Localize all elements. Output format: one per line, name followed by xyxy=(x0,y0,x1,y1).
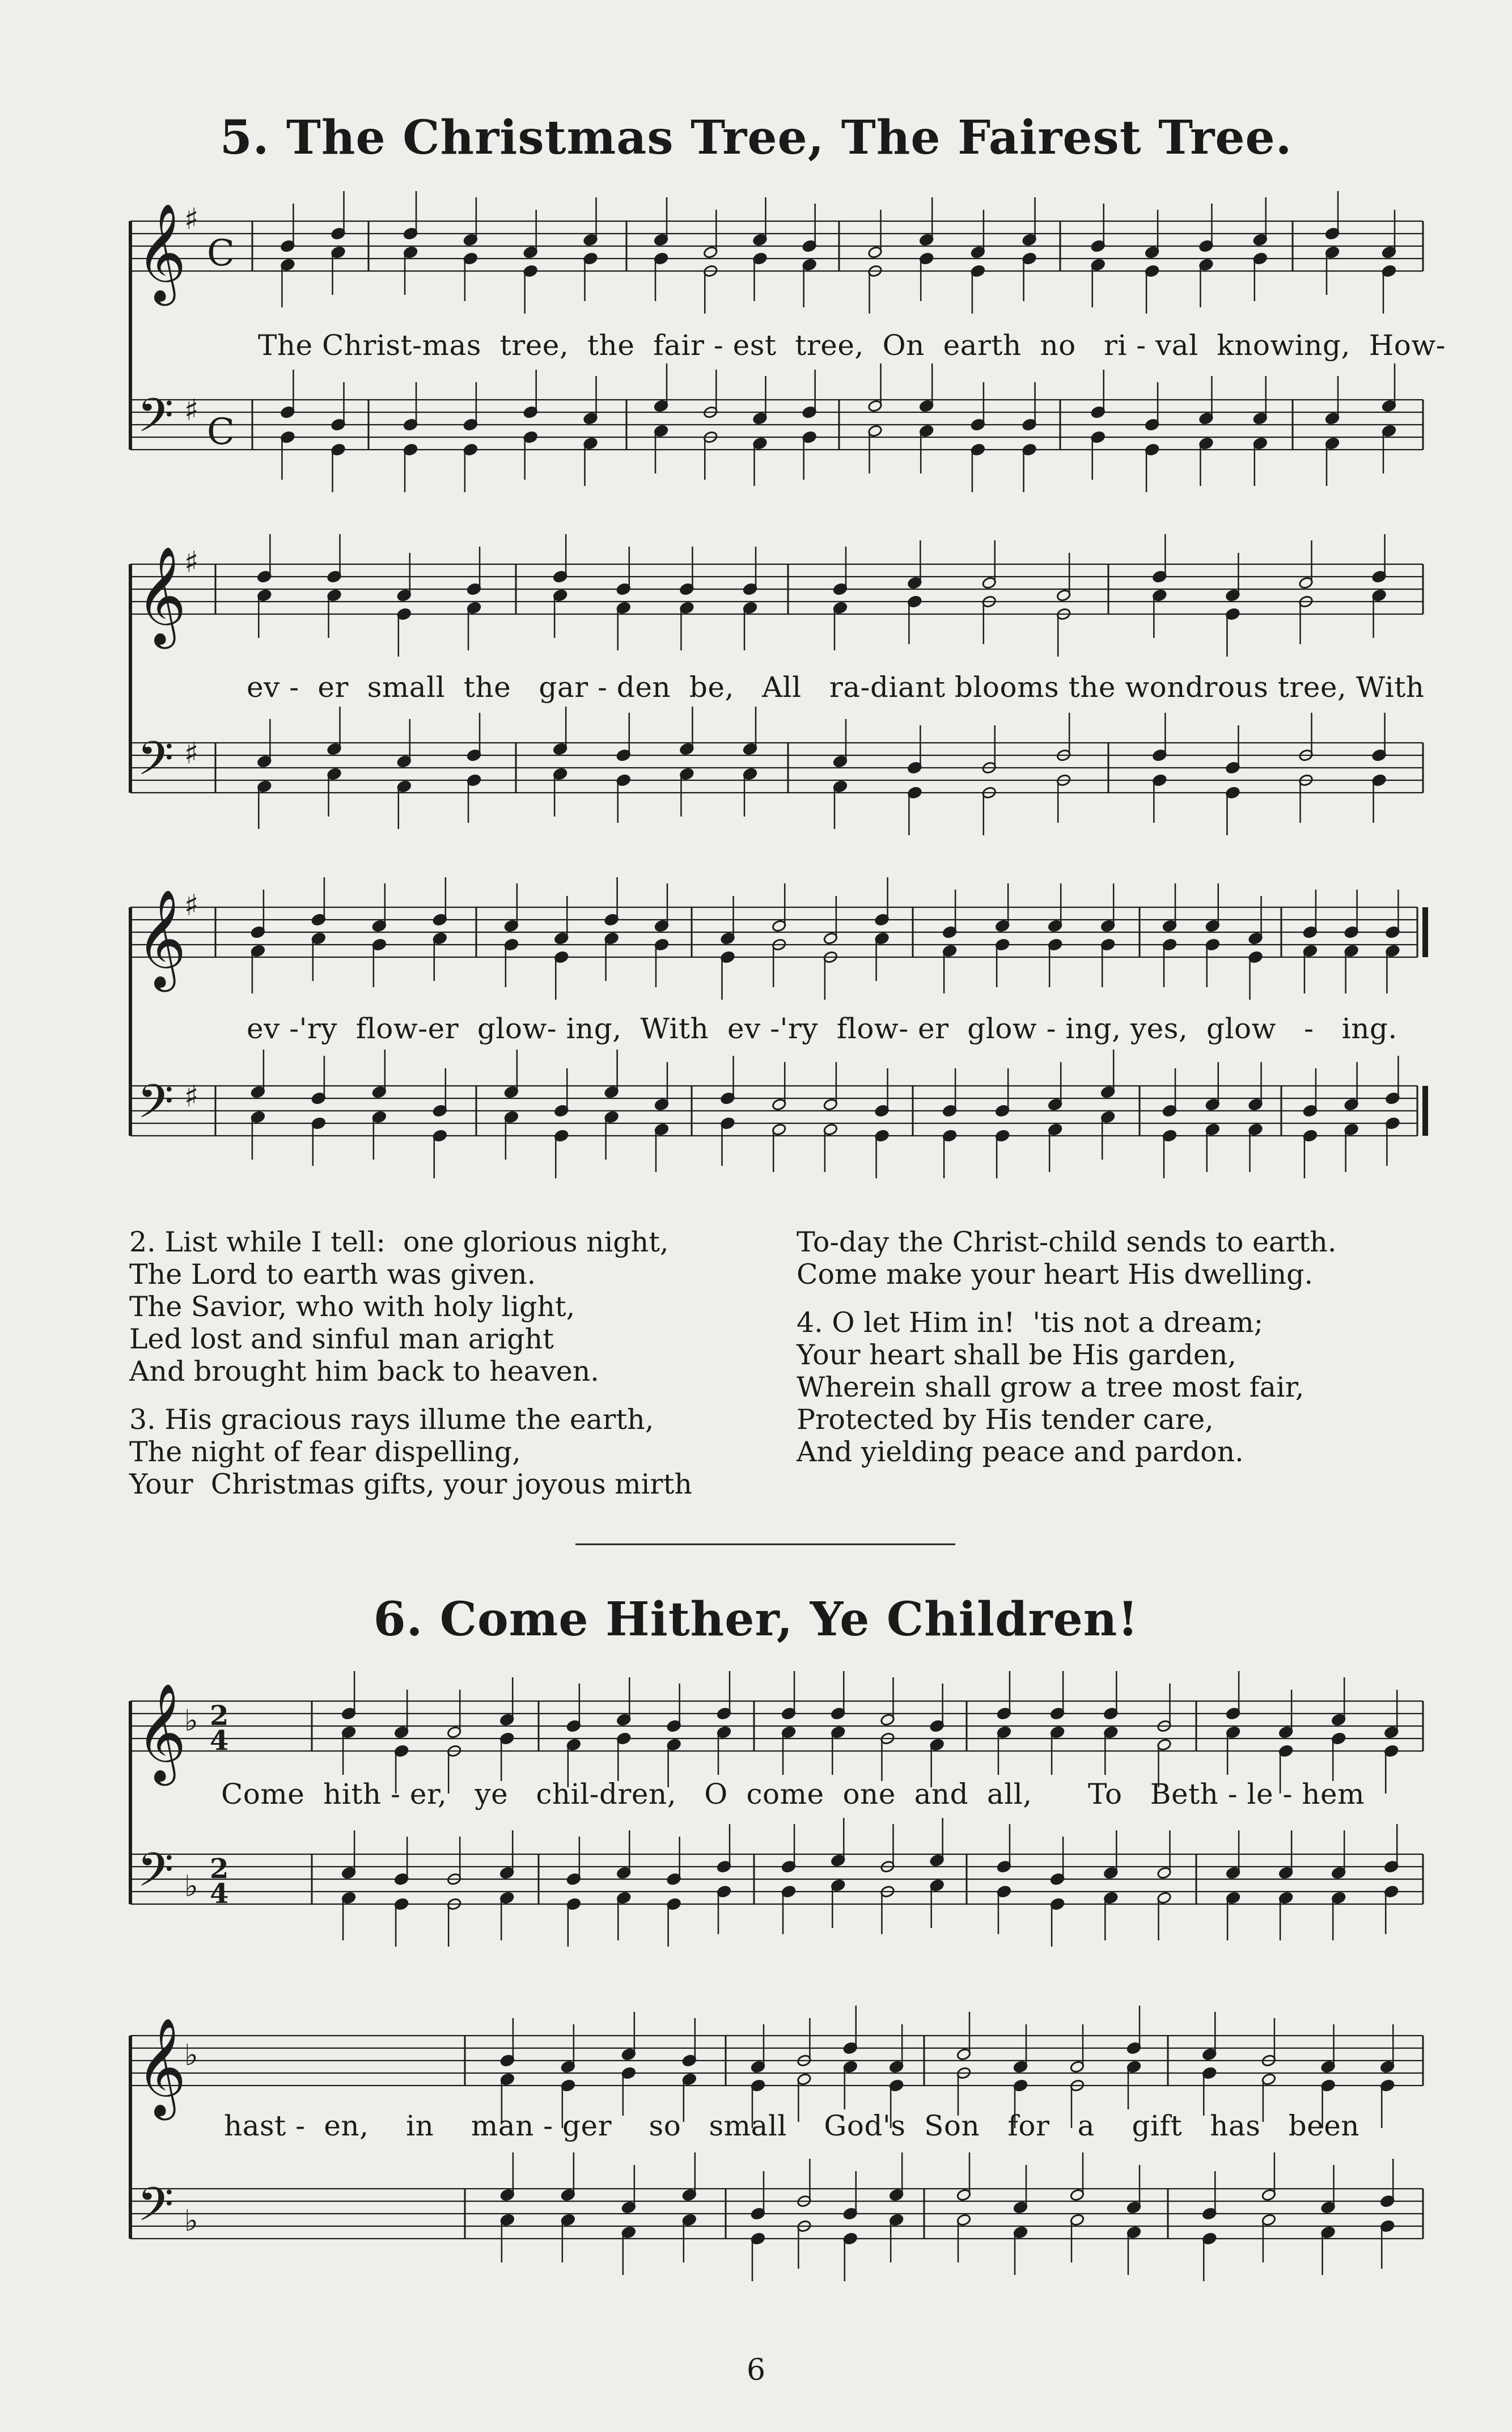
verses-right xyxy=(797,1226,1336,1484)
common-time-icon: C xyxy=(207,411,235,453)
sharp-icon: ♯ xyxy=(184,1080,199,1114)
verse-line: Your heart shall be His garden, xyxy=(797,1339,1237,1371)
time-signature: 2 xyxy=(210,1700,229,1732)
bass-clef-icon: 𝄢 xyxy=(137,731,174,797)
time-signature: 4 xyxy=(210,1725,229,1757)
lyric-line: ev -'ry flow-er glow- ing, With ev -'ry flow- er glow - ing, yes, glow - ing. xyxy=(247,1012,1397,1045)
verse-line: The Lord to earth was given. xyxy=(129,1258,536,1291)
time-signature: 4 xyxy=(210,1878,229,1910)
treble-clef-icon: 𝄞 xyxy=(136,889,187,988)
lyric-line: The Christ-mas tree, the fair - est tree, On earth no ri - val knowing, How- xyxy=(258,329,1446,362)
verse-line: 4. O let Him in! 'tis not a dream; xyxy=(797,1306,1264,1339)
verses-left xyxy=(129,1226,692,1516)
verse-line: Your Christmas gifts, your joyous mirth xyxy=(129,1468,692,1500)
flat-icon: ♭ xyxy=(184,2038,198,2073)
lyric-line: ev - er small the gar - den be, All ra-diant blooms the wondrous tree, With xyxy=(247,671,1425,704)
verse-line: The night of fear dispelling, xyxy=(129,1436,521,1468)
verse-line: And yielding peace and pardon. xyxy=(797,1436,1244,1468)
hymn5-title: 5. The Christmas Tree, The Fairest Tree. xyxy=(219,111,1293,165)
time-signature: 2 xyxy=(210,1853,229,1885)
verse-line: Wherein shall grow a tree most fair, xyxy=(797,1371,1305,1403)
hymn6-system-2 xyxy=(130,2002,1429,2319)
lyric-line: Come hith - er, ye chil-dren, O come one and all, To Beth - le - hem xyxy=(221,1778,1365,1811)
bass-clef-icon: 𝄢 xyxy=(137,2177,174,2243)
verse-line: The Savior, who with holy light, xyxy=(129,1291,575,1323)
verse-line: Protected by His tender care, xyxy=(797,1403,1214,1436)
treble-clef-icon: 𝄞 xyxy=(136,203,187,302)
lyric-line: hast - en, in man - ger so small God's Son for a gift has been xyxy=(224,2109,1359,2142)
verse-4 xyxy=(797,1306,1336,1468)
sharp-icon: ♯ xyxy=(184,394,199,428)
verse-line: 3. His gracious rays illume the earth, xyxy=(129,1403,654,1436)
treble-clef-icon: 𝄞 xyxy=(136,546,187,645)
hymn6-system-1 xyxy=(130,1667,1429,1985)
flat-icon: ♭ xyxy=(184,2204,198,2238)
hymn5-system-2 xyxy=(130,530,1429,848)
verse-3-continued xyxy=(797,1226,1336,1291)
music-notation xyxy=(130,1667,1429,1985)
sharp-icon: ♯ xyxy=(184,737,199,771)
section-divider xyxy=(575,1543,955,1545)
bass-clef-icon: 𝄢 xyxy=(137,388,174,454)
verse-3 xyxy=(129,1403,692,1500)
verse-line: Come make your heart His dwelling. xyxy=(797,1258,1314,1291)
page-number: 6 xyxy=(746,2353,766,2387)
verse-line: 2. List while I tell: one glorious night, xyxy=(129,1226,669,1258)
sharp-icon: ♯ xyxy=(184,202,199,236)
bass-clef-icon: 𝄢 xyxy=(137,1842,174,1909)
sharp-icon: ♯ xyxy=(184,889,199,923)
common-time-icon: C xyxy=(207,232,235,274)
hymn5-system-3 xyxy=(130,873,1429,1191)
music-notation xyxy=(130,2002,1429,2319)
sharp-icon: ♯ xyxy=(184,545,199,580)
treble-clef-icon: 𝄞 xyxy=(136,2017,187,2116)
verse-2 xyxy=(129,1226,692,1388)
verse-line: To-day the Christ-child sends to earth. xyxy=(797,1226,1337,1258)
hymn5-system-1 xyxy=(130,187,1446,505)
verse-line: And brought him back to heaven. xyxy=(129,1355,599,1388)
flat-icon: ♭ xyxy=(184,1870,198,1904)
flat-icon: ♭ xyxy=(184,1704,198,1738)
bass-clef-icon: 𝄢 xyxy=(137,1074,174,1140)
hymn6-title: 6. Come Hither, Ye Children! xyxy=(373,1592,1139,1647)
treble-clef-icon: 𝄞 xyxy=(136,1683,187,1782)
verse-line: Led lost and sinful man aright xyxy=(129,1323,554,1355)
